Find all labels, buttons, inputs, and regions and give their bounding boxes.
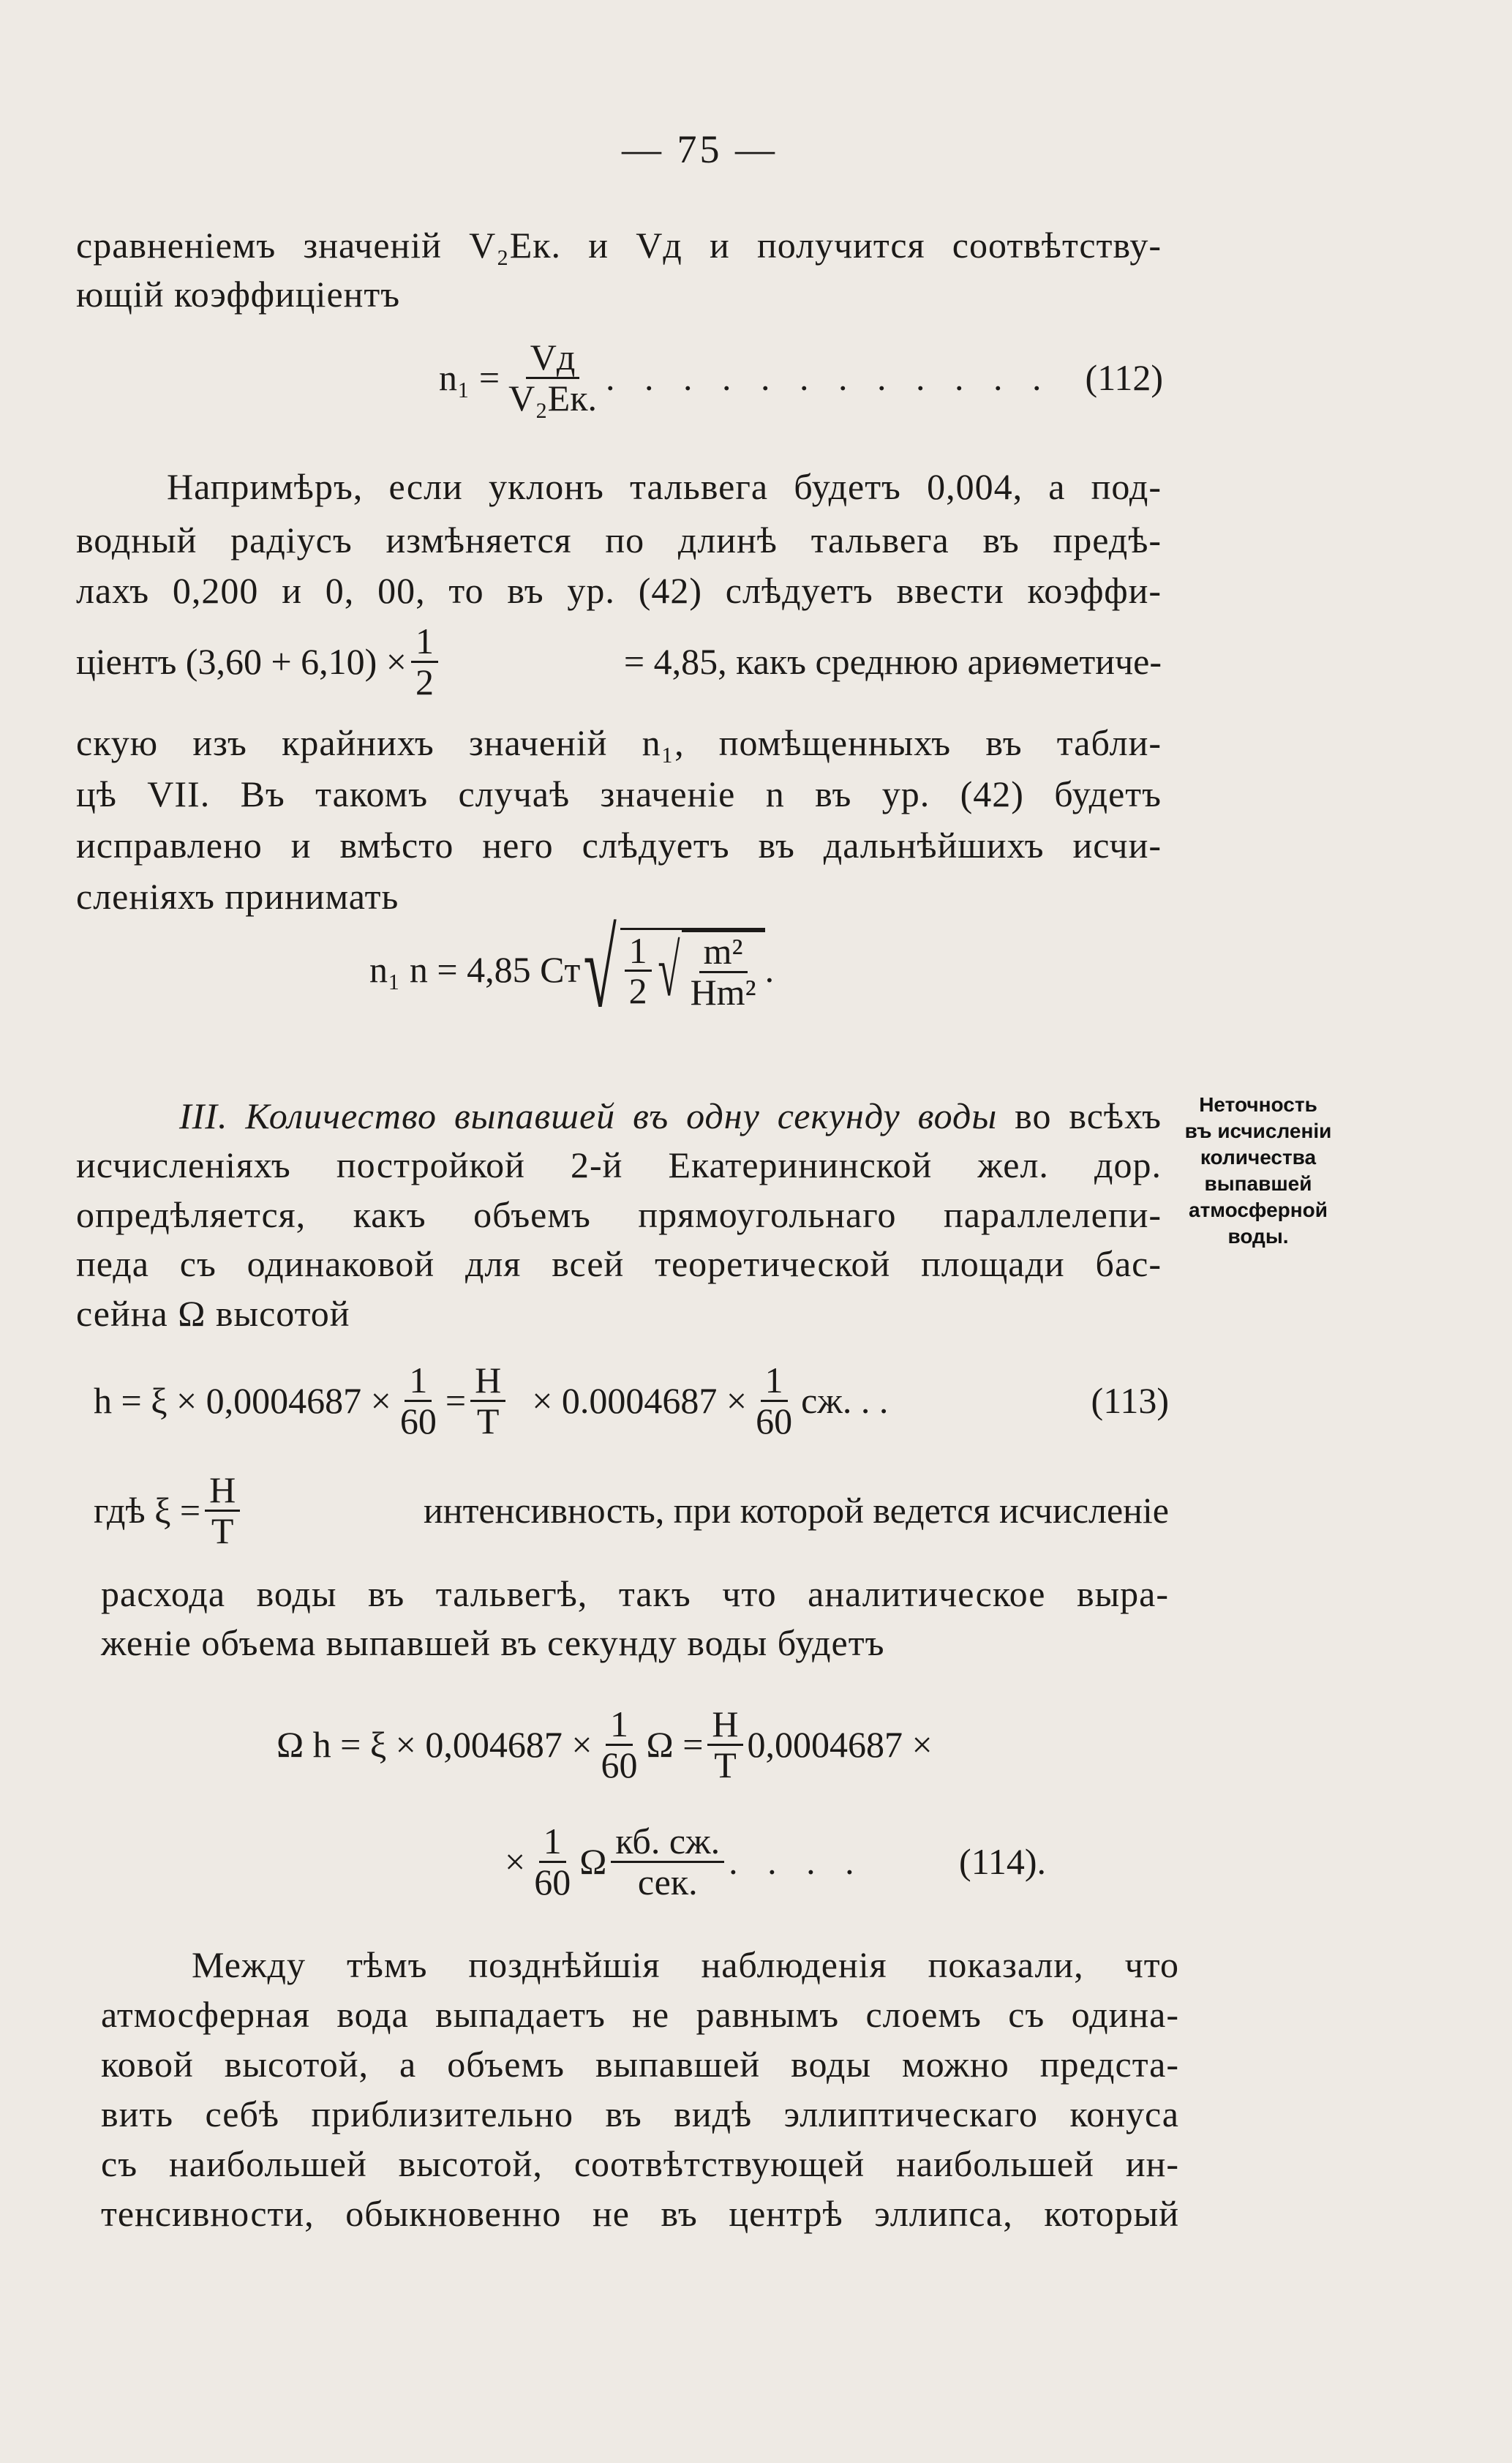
margin-note-line: Неточность: [1199, 1093, 1317, 1116]
text-line: съ наибольшей высотой, соотвѣтствующей наибольшей ин-: [101, 2143, 1179, 2184]
text-line: вить себѣ приблизительно въ видѣ эллиптическаго конуса: [101, 2093, 1179, 2134]
coefficient-line: [76, 622, 1162, 701]
fraction-numerator: 1: [761, 1361, 788, 1402]
equation-number: (112): [1085, 357, 1163, 398]
section-heading: III. Количество выпавшей въ одну секунду воды: [179, 1095, 998, 1136]
fraction: [470, 1361, 505, 1440]
text-line: тенсивности, обыкновенно не въ центрѣ эллипса, который: [101, 2193, 1179, 2234]
text-line: педа съ одинаковой для всей теоретической площади бас-: [76, 1243, 1162, 1284]
margin-note-line: воды.: [1227, 1225, 1289, 1248]
fraction-denominator: сек.: [637, 1861, 698, 1902]
fraction-denominator: 60: [756, 1400, 793, 1442]
fraction-numerator: Vд: [526, 338, 580, 379]
root-equation: [369, 909, 775, 1030]
fraction-denominator: 60: [601, 1744, 638, 1785]
leader-dots: . . . .: [729, 1841, 865, 1882]
fraction-denominator: Hm²: [690, 971, 756, 1013]
fraction-denominator: V₂Ек.: [508, 377, 598, 419]
leader-dots: . . . . . . . . . . . .: [606, 357, 1052, 398]
fraction: [504, 338, 601, 417]
text-line: сленіяхъ принимать: [76, 876, 399, 917]
fraction: [686, 932, 761, 1011]
equation-114-line1: [277, 1705, 933, 1784]
fraction-denominator: 60: [399, 1400, 437, 1442]
fraction: [205, 1471, 240, 1550]
fraction-denominator: T: [476, 1400, 500, 1442]
eq-part: Ω h = ξ × 0,004687 ×: [277, 1724, 593, 1765]
fraction: [751, 1361, 797, 1440]
fraction: [611, 1822, 724, 1901]
text-fragment: ціентъ (3,60 + 6,10) ×: [76, 641, 407, 682]
fraction: [625, 931, 652, 1011]
eq-part: Ω =: [646, 1724, 704, 1765]
text-line: Между тѣмъ позднѣйшія наблюденія показали, что: [192, 1944, 1179, 1985]
fraction-denominator: 60: [534, 1861, 571, 1902]
eq-lhs: n₁ =: [439, 357, 500, 398]
text-line: ковой высотой, а объемъ выпавшей воды можно предста-: [101, 2044, 1179, 2085]
eq-part: ×: [505, 1841, 526, 1882]
margin-note-line: въ исчисленіи: [1184, 1120, 1332, 1142]
text-line: ющій коэффиціентъ: [76, 274, 401, 315]
text-line: сравненіемъ значеній V₂Ек. и Vд и получится соотвѣтству-: [76, 225, 1162, 266]
text-line: сейна Ω высотой: [76, 1293, 350, 1334]
fraction-numerator: H: [707, 1705, 742, 1746]
text-line: цѣ VII. Въ такомъ случаѣ значеніе n въ ур. (42) будетъ: [76, 773, 1162, 814]
margin-note-line: выпавшей: [1204, 1172, 1312, 1195]
margin-note-line: атмосферной: [1189, 1199, 1328, 1221]
radicand: [620, 928, 765, 1011]
fraction: [597, 1705, 642, 1784]
inner-radicand: [682, 930, 765, 1011]
text-line: исправлено и вмѣсто него слѣдуетъ въ дальнѣйшихъ исчи-: [76, 825, 1162, 866]
fraction-numerator: 1: [405, 1361, 432, 1402]
fraction-numerator: H: [205, 1471, 240, 1512]
fraction-numerator: кб. сж.: [611, 1822, 724, 1863]
text-line: расхода воды въ тальвегѣ, такъ что аналитическое выра-: [101, 1573, 1169, 1614]
margin-note: [1170, 1092, 1346, 1250]
fraction: [411, 622, 438, 701]
eq-part: × 0.0004687 ×: [532, 1380, 748, 1421]
radical-sign: √: [583, 909, 617, 1030]
fraction-denominator: T: [211, 1510, 234, 1551]
eq-part: сж. . .: [801, 1380, 889, 1421]
radical-sign: √: [658, 929, 680, 1011]
equation-number: (114).: [959, 1841, 1046, 1882]
text-fragment: гдѣ ξ =: [94, 1490, 201, 1531]
equation-114-line2: [505, 1822, 1046, 1901]
fraction-denominator: 2: [628, 970, 647, 1011]
fraction: [396, 1361, 441, 1440]
text-line: женіе объема выпавшей въ секунду воды будетъ: [101, 1622, 885, 1663]
eq-part: =: [445, 1380, 467, 1421]
text-line: лахъ 0,200 и 0, 00, то въ ур. (42) слѣдуетъ ввести коэффи-: [76, 570, 1162, 611]
section-heading-line: [179, 1094, 1162, 1138]
fraction-numerator: 1: [539, 1822, 566, 1863]
eq-part: 0,0004687 ×: [747, 1724, 933, 1765]
eq-lhs: n₁ n = 4,85 Cт: [369, 949, 581, 990]
text-line: Напримѣръ, если уклонъ тальвега будетъ 0,004, а под-: [167, 466, 1162, 507]
fraction-numerator: H: [470, 1361, 505, 1402]
text-line: опредѣляется, какъ объемъ прямоугольнаго параллелепи-: [76, 1194, 1162, 1235]
fraction-numerator: 1: [625, 931, 652, 972]
text-line: скую изъ крайнихъ значеній n₁, помѣщенныхъ въ табли-: [76, 722, 1162, 763]
fraction-numerator: 1: [411, 622, 438, 663]
text-line: водный радіусъ измѣняется по длинѣ тальвега въ предѣ-: [76, 520, 1162, 561]
xi-definition-line: [94, 1471, 1169, 1550]
text-fragment: во всѣхъ: [1015, 1095, 1162, 1136]
fraction: [707, 1705, 742, 1784]
margin-note-line: количества: [1200, 1146, 1317, 1169]
text-line: исчисленіяхъ постройкой 2-й Екатерининской жел. дор.: [76, 1144, 1162, 1185]
fraction-numerator: 1: [606, 1705, 633, 1746]
period: .: [764, 949, 775, 990]
fraction-numerator: m²: [699, 932, 748, 973]
equation-number: (113): [1091, 1380, 1169, 1421]
text-fragment: интенсивность, при которой ведется исчисленіе: [424, 1490, 1169, 1531]
equation-113: [94, 1361, 1169, 1440]
eq-part: Ω: [579, 1841, 607, 1882]
fraction-denominator: 2: [415, 661, 435, 702]
eq-part: h = ξ × 0,0004687 ×: [94, 1380, 391, 1421]
text-fragment: = 4,85, какъ среднюю ариѳметиче-: [623, 641, 1162, 682]
page-number: — 75 —: [622, 127, 778, 171]
fraction: [530, 1822, 575, 1901]
text-line: атмосферная вода выпадаетъ не равнымъ слоемъ съ одина-: [101, 1994, 1179, 2035]
fraction-denominator: T: [714, 1744, 737, 1785]
equation-112: [439, 338, 1163, 417]
